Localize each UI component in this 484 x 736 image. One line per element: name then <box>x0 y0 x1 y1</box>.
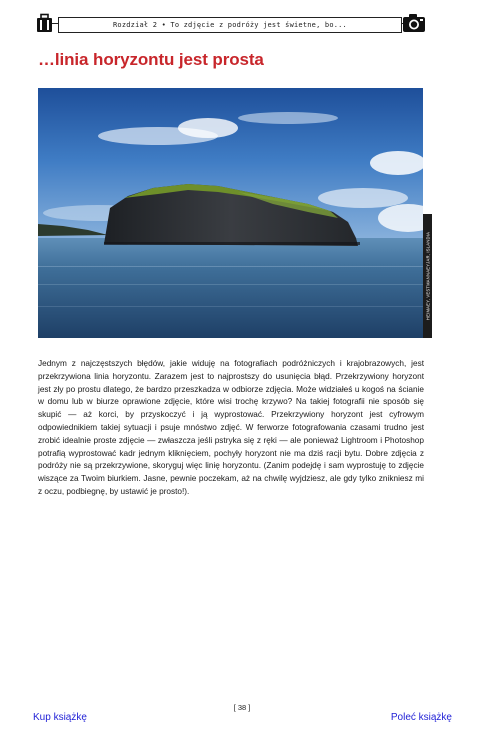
section-title: …linia horyzontu jest prosta <box>38 50 264 69</box>
photo-credit: HEIMAEY, VESTMANNAEYJAR, ISLANDIA <box>425 231 430 321</box>
landscape-photo <box>38 88 423 338</box>
body-paragraph: Jednym z najczęstszych błędów, jakie widuję na fotografiach podróżniczych i krajobrazowych, jest przekrzywiona linia horyzontu. Zarazem jest to najprostszy do usunięcia błąd. Przekrzywiony horyzont jest zły po prostu dlatego, że bardzo przeszkadza w odbiorze zdjęcia. Może widziałeś u kogoś na ścianie w domu lub w biurze oprawione zdjęcie, które wisi trochę krzywo? Na takiej fotografii nie sposób się skupić — aż korci, by przyskoczyć i ją wyprostować. Przekrzywiony horyzont jest cyfrowym odpowiednikiem takiej sytuacji i psuje mnóstwo zdjęć. W ferworze fotografowania czasami trudno jest zrobić idealnie proste zdjęcie — zwłaszcza jeśli pstryka się z ręki — ale ponieważ Lightroom i Photoshop potrafią wyprostować kadr jednym kliknięciem, pochyły horyzont nie ma dziś racji bytu. Dobre zdjęcia z podróży nie są przekrzywione, skoryguj więc linię horyzontu. (Zanim podejdę i sam wyprostuję to zdjęcie wiszące za Twoim biurkiem. Jasne, pewnie poczekam, aż na chwilę wyjdziesz, ale gdy tylko znikniesz mi z oczu, podbiegnę, by ustawić je prosto!). <box>38 359 424 496</box>
running-head-text: Rozdział 2 • To zdjęcie z podróży jest świetne, bo... <box>58 17 402 33</box>
buy-book-link[interactable]: Kup książkę <box>33 712 87 723</box>
camera-icon <box>402 13 426 33</box>
recommend-book-link[interactable]: Poleć książkę <box>390 712 452 723</box>
photo-credit-strip <box>423 214 432 338</box>
page-number: [ 38 ] <box>233 703 251 712</box>
running-header <box>34 12 426 34</box>
luggage-icon <box>34 12 56 34</box>
